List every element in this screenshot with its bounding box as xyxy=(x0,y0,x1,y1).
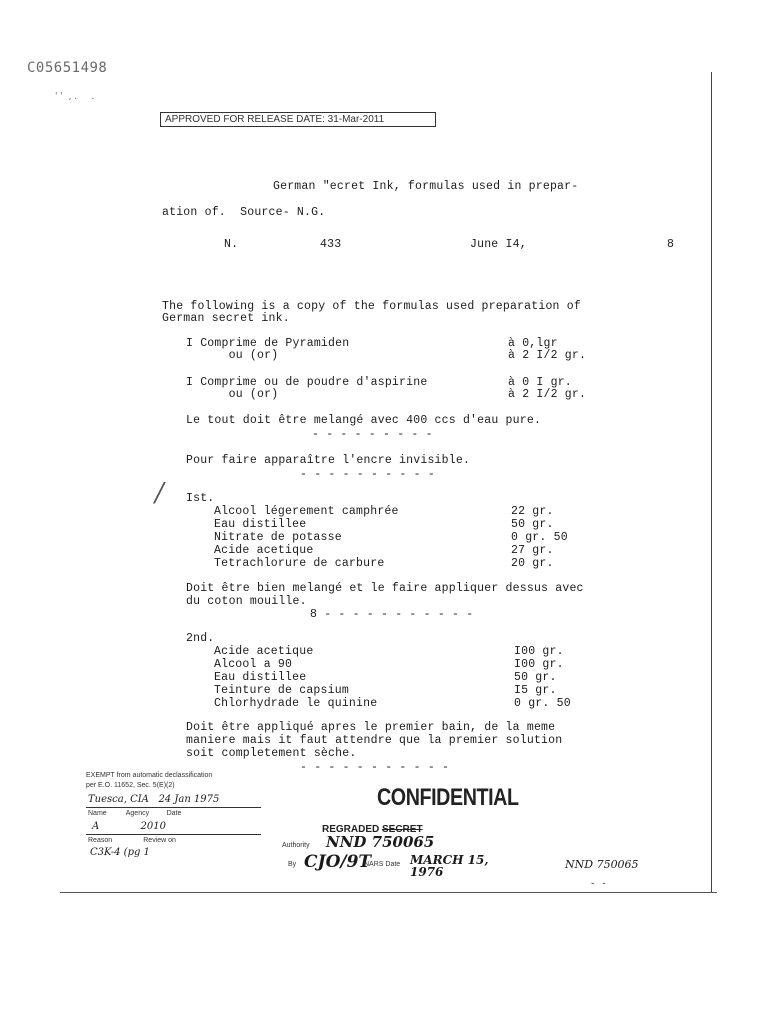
second-bath-item-name: Alcool a 90 xyxy=(214,658,293,671)
second-bath-item-qty: I5 gr. xyxy=(514,684,557,697)
regrade-stamp xyxy=(282,824,512,884)
exempt-labels-row-1: Name Agency Date xyxy=(88,810,182,817)
first-bath-item-qty: 22 gr. xyxy=(511,505,554,518)
corner-dash: - - xyxy=(590,879,607,889)
second-bath-item-name: Teinture de capsium xyxy=(214,684,349,697)
mix-instruction: Le tout doit être melangé avec 400 ccs d'eau pure. xyxy=(186,414,542,427)
exempt-labels-row-2: Reason Review on xyxy=(88,837,176,844)
formula-1-item-name: I Comprime de Pyramiden xyxy=(186,337,350,350)
second-bath-note-line-1: Doit être appliqué apres le premier bain, de la meme xyxy=(186,721,556,734)
exempt-box xyxy=(86,772,266,872)
first-bath-item-qty: 0 gr. 50 xyxy=(511,531,568,544)
second-bath-note-line-2: maniere mais it faut attendre que la premier solution xyxy=(186,734,563,747)
second-bath-item-qty: I00 gr. xyxy=(514,645,564,658)
exempt-line-2: per E.O. 11652, Sec. 5(E)(2) xyxy=(86,782,175,789)
formula-1-alt-qty: à 2 I/2 gr. xyxy=(508,349,587,362)
first-bath-item-name: Acide acetique xyxy=(214,544,314,557)
second-bath-item-name: Acide acetique xyxy=(214,645,314,658)
by-value: CJO/9T xyxy=(304,852,372,872)
second-bath-note-line-3: soit completement sèche. xyxy=(186,747,357,760)
document-id: C05651498 xyxy=(27,60,108,76)
formula-2-alt-name: ou (or) xyxy=(186,388,279,401)
reference-prefix: N. xyxy=(224,238,239,251)
formula-2-alt-qty: à 2 I/2 gr. xyxy=(508,388,587,401)
page-right-border xyxy=(711,72,712,892)
second-bath-item-name: Chlorhydrade le quinine xyxy=(214,697,378,710)
corner-handwritten-mark: NND 750065 xyxy=(565,858,639,871)
divider-4: - - - - - - - - - - - xyxy=(300,761,450,774)
page-bottom-border xyxy=(60,892,717,893)
second-bath-item-name: Eau distillee xyxy=(214,671,307,684)
scan-specks: ' ' , . . xyxy=(55,92,95,102)
second-bath-label: 2nd. xyxy=(186,632,215,645)
margin-pencil-mark: / xyxy=(155,478,164,508)
first-bath-item-name: Eau distillee xyxy=(214,518,307,531)
intro-line-2: German secret ink. xyxy=(162,312,290,325)
nara-label: NARS Date xyxy=(364,861,401,868)
first-bath-note-line-1: Doit être bien melangé et le faire appliquer dessus avec xyxy=(186,582,584,595)
first-bath-item-qty: 20 gr. xyxy=(511,557,554,570)
exempt-sig-underline xyxy=(86,807,261,808)
exempt-signer: Tuesca, CIA 24 Jan 1975 xyxy=(88,794,220,805)
exempt-reason-value: C3K-4 (pg 1 xyxy=(90,847,150,858)
first-bath-item-name: Nitrate de potasse xyxy=(214,531,342,544)
second-bath-item-qty: I00 gr. xyxy=(514,658,564,671)
exempt-date-value: A 2010 xyxy=(92,821,166,832)
approved-for-release-banner: APPROVED FOR RELEASE DATE: 31-Mar-2011 xyxy=(160,112,436,127)
second-bath-item-qty: 0 gr. 50 xyxy=(514,697,571,710)
formula-2-item-name: I Comprime ou de poudre d'aspirine xyxy=(186,376,428,389)
reference-date: June I4, xyxy=(470,238,527,251)
first-bath-item-name: Alcool légerement camphrée xyxy=(214,505,399,518)
formula-1-item-qty: à 0,lgr xyxy=(508,337,558,350)
confidential-stamp: CONFIDENTIAL xyxy=(377,784,519,811)
reveal-instruction: Pour faire apparaître l'encre invisible. xyxy=(186,454,471,467)
by-label: By xyxy=(288,861,297,868)
formula-2-item-qty: à 0 I gr. xyxy=(508,376,572,389)
authority-label: Authority xyxy=(282,842,310,849)
divider-3: 8 - - - - - - - - - - - xyxy=(310,608,474,621)
exempt-line-1: EXEMPT from automatic declassification xyxy=(86,772,213,779)
formula-1-alt-name: ou (or) xyxy=(186,349,279,362)
first-bath-label: Ist. xyxy=(186,492,215,505)
reference-number: 433 xyxy=(320,238,342,251)
title-line-2: ation of. Source- N.G. xyxy=(162,206,326,219)
first-bath-note-line-2: du coton mouille. xyxy=(186,595,307,608)
intro-line-1: The following is a copy of the formulas used preparation of xyxy=(162,300,581,313)
exempt-date-underline xyxy=(86,834,261,835)
second-bath-item-qty: 50 gr. xyxy=(514,671,557,684)
regraded-struck-word: SECRET xyxy=(382,824,423,835)
authority-value: NND 750065 xyxy=(326,833,435,851)
first-bath-item-qty: 50 gr. xyxy=(511,518,554,531)
divider-2: - - - - - - - - - - xyxy=(300,468,435,481)
first-bath-item-name: Tetrachlorure de carbure xyxy=(214,557,385,570)
regraded-label: REGRADED xyxy=(322,824,380,835)
title-line-1: German "ecret Ink, formulas used in prepar- xyxy=(273,180,579,193)
divider-1: - - - - - - - - - xyxy=(312,428,433,441)
first-bath-item-qty: 27 gr. xyxy=(511,544,554,557)
page-number: 8 xyxy=(667,238,675,251)
regrade-date: MARCH 15, 1976 xyxy=(410,853,489,879)
